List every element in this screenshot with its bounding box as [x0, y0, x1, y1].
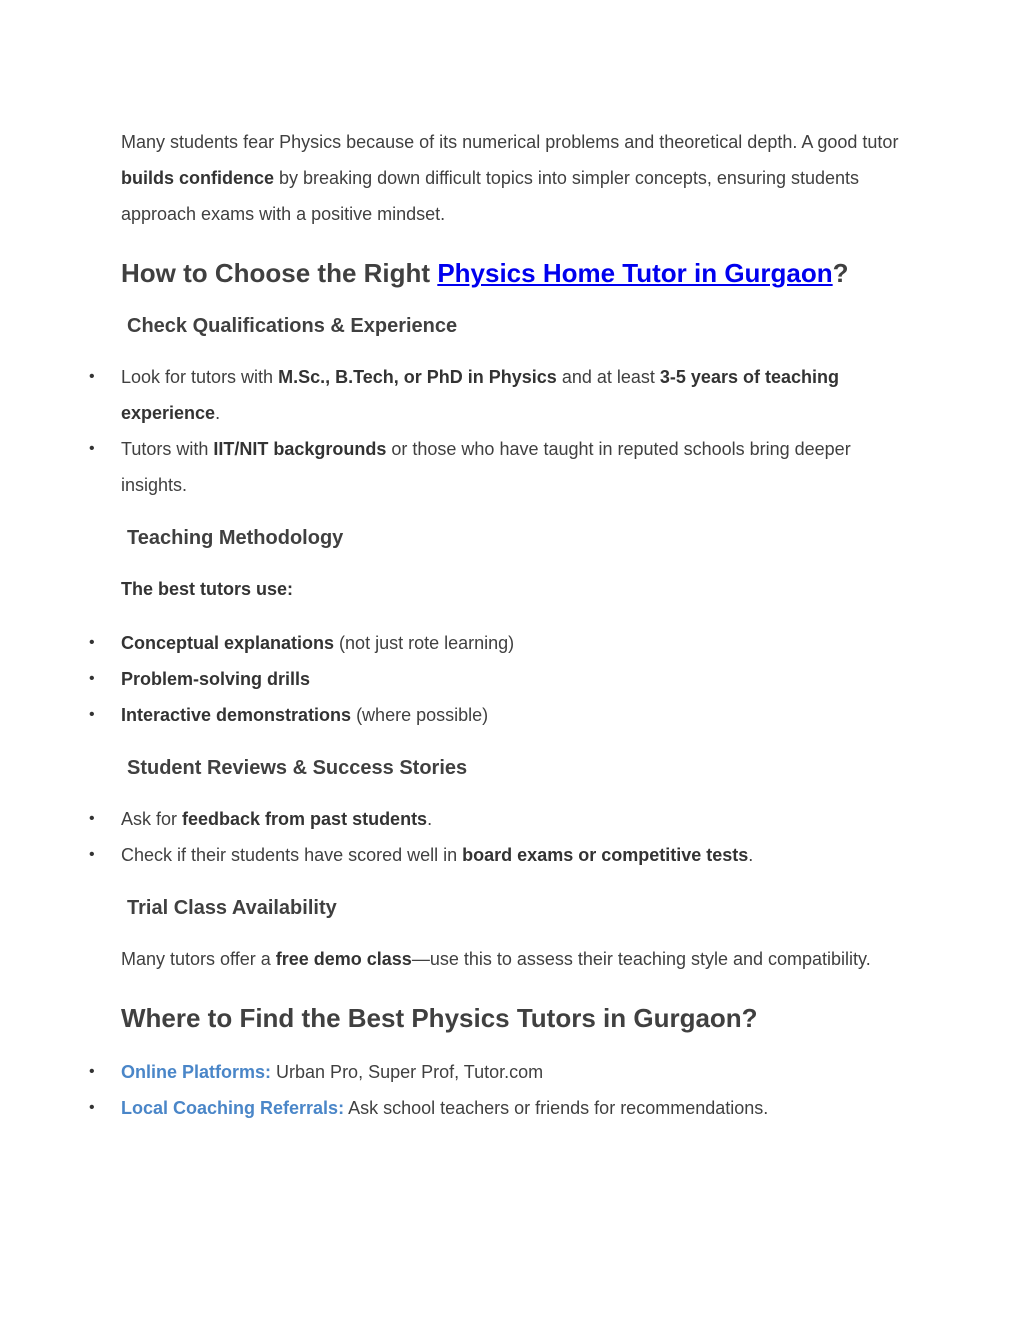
item-bold: board exams or competitive tests	[462, 845, 749, 865]
intro-bold: builds confidence	[121, 168, 275, 188]
lead-bold: The best tutors use:	[121, 579, 294, 599]
item-text: Ask school teachers or friends for recommendations.	[344, 1098, 769, 1118]
heading-suffix: ?	[832, 258, 849, 288]
article-content	[121, 124, 901, 1126]
item-text: Urban Pro, Super Prof, Tutor.com	[271, 1062, 544, 1082]
item-text: or those who have taught in reputed schools bring deeper insights.	[121, 439, 851, 495]
item-bold: Conceptual explanations	[121, 633, 335, 653]
item-text: and at least	[556, 367, 660, 387]
item-bold: Problem-solving drills	[121, 669, 311, 689]
item-text: Ask for	[121, 809, 183, 829]
item-text: (not just rote learning)	[334, 633, 515, 653]
item-bold: feedback from past students	[182, 809, 428, 829]
item-text: Check if their students have scored well in	[121, 845, 463, 865]
list-item	[121, 359, 901, 431]
find-list	[121, 1054, 901, 1126]
subheading-methodology: Teaching Methodology	[127, 527, 344, 549]
item-bold: 3-5 years of teaching experience	[121, 367, 839, 423]
list-item	[121, 1090, 901, 1126]
list-item	[121, 837, 901, 873]
item-bold: Interactive demonstrations	[121, 705, 352, 725]
qualifications-list	[121, 359, 901, 503]
list-item	[121, 625, 901, 661]
list-item	[121, 1054, 901, 1090]
item-bold: M.Sc., B.Tech, or PhD in Physics	[278, 367, 557, 387]
heading-prefix: How to Choose the Right	[121, 258, 438, 288]
item-bold: IIT/NIT backgrounds	[213, 439, 387, 459]
trial-bold: free demo class	[275, 949, 412, 969]
list-item	[121, 661, 901, 697]
list-item	[121, 697, 901, 733]
subheading-reviews: Student Reviews & Success Stories	[127, 757, 468, 779]
list-item	[121, 431, 901, 503]
trial-text: Many tutors offer a	[121, 949, 276, 969]
item-label: Local Coaching Referrals:	[121, 1098, 345, 1118]
subheading-qualifications: Check Qualifications & Experience	[127, 315, 458, 337]
reviews-list	[121, 801, 901, 873]
physics-home-tutor-link[interactable]: Physics Home Tutor in Gurgaon	[437, 258, 833, 288]
intro-text: Many students fear Physics because of its numerical problems and theoretical depth. A good tutor	[121, 132, 899, 152]
trial-paragraph	[121, 941, 901, 977]
item-text: .	[748, 845, 754, 865]
intro-text-end: by breaking down difficult topics into simpler concepts, ensuring students approach exams with a positive mindset.	[121, 168, 860, 224]
item-text: (where possible)	[351, 705, 489, 725]
item-text: Look for tutors with	[121, 367, 279, 387]
trial-text-end: —use this to assess their teaching style and compatibility.	[411, 949, 871, 969]
item-label: Online Platforms:	[121, 1062, 272, 1082]
methodology-lead	[121, 571, 901, 607]
methodology-list	[121, 625, 901, 733]
item-text: .	[215, 403, 221, 423]
item-text: Tutors with	[121, 439, 214, 459]
heading-where-to-find: Where to Find the Best Physics Tutors in Gurgaon?	[121, 1003, 758, 1033]
subheading-trial: Trial Class Availability	[127, 897, 337, 919]
heading-how-to-choose	[121, 255, 901, 291]
intro-paragraph	[121, 124, 901, 232]
list-item	[121, 801, 901, 837]
item-text: .	[427, 809, 433, 829]
